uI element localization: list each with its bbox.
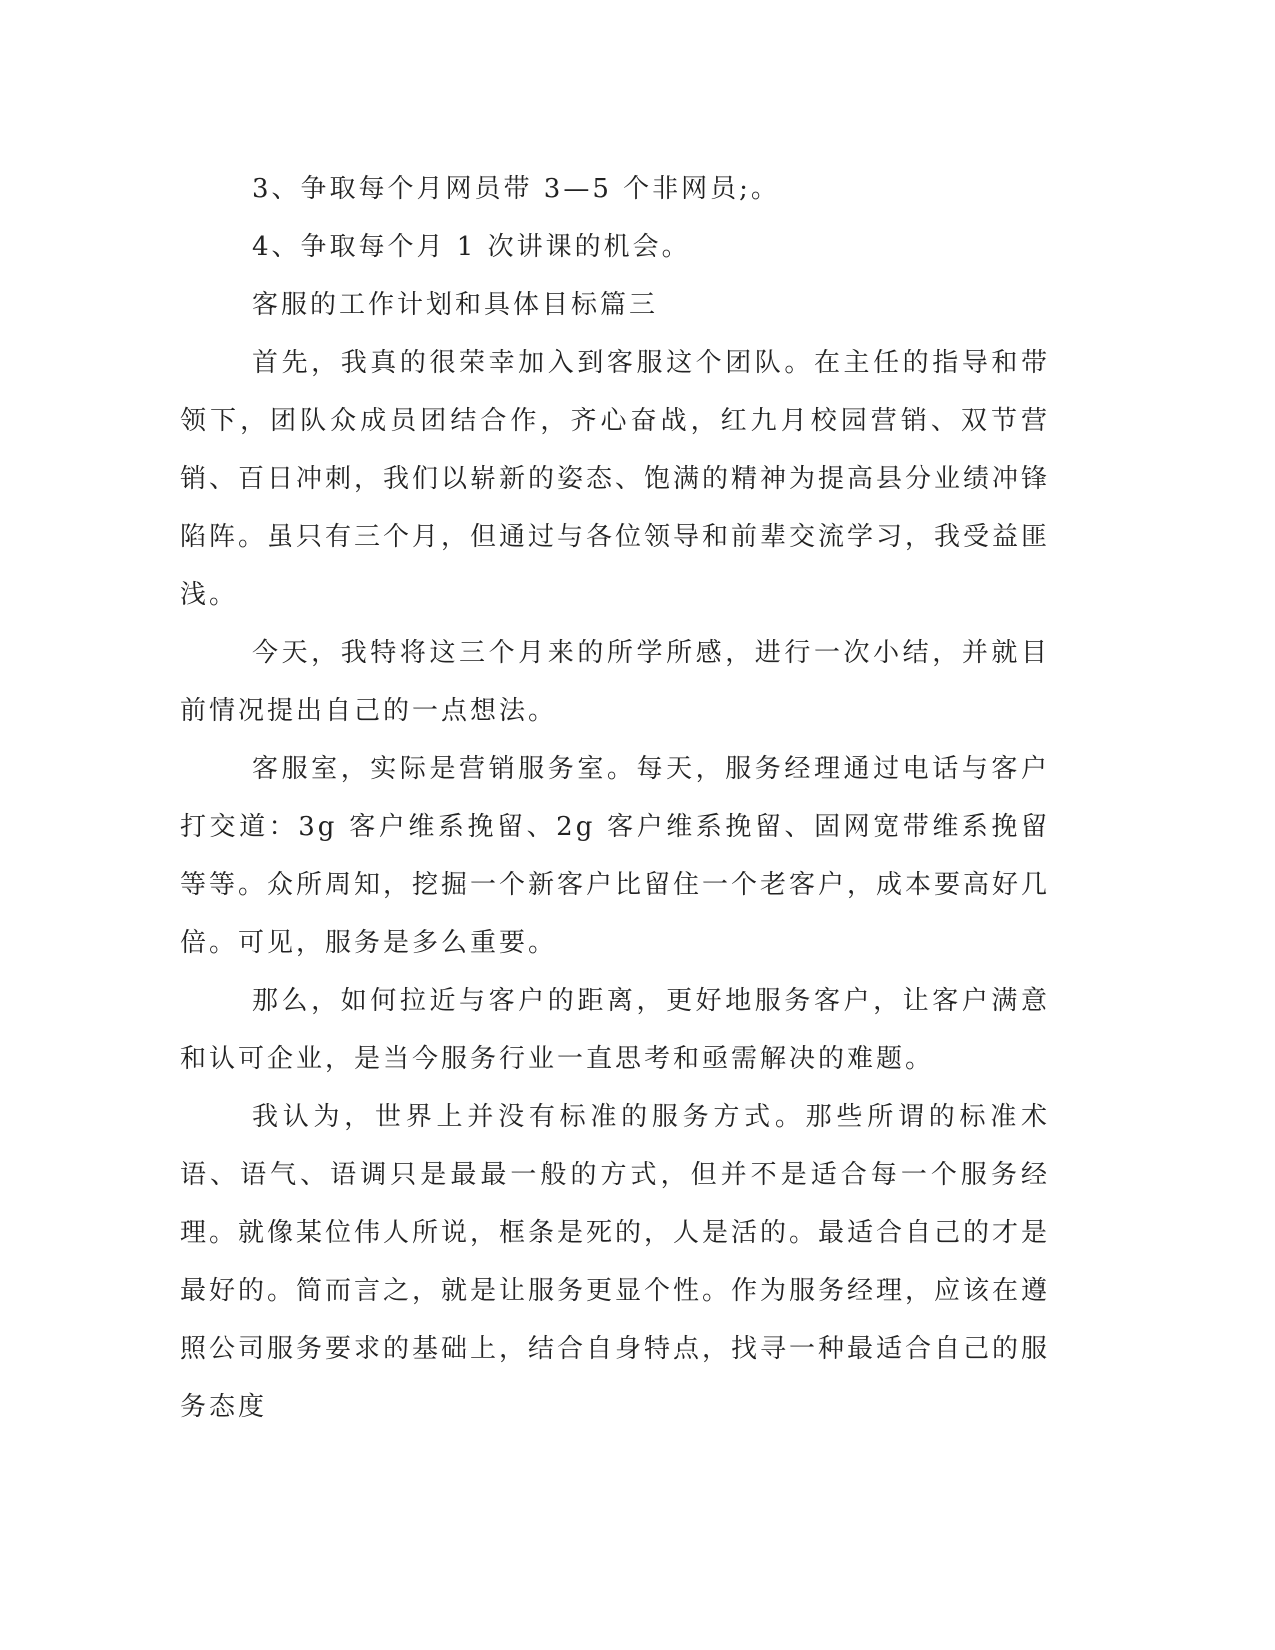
paragraph-opinion: 我认为，世界上并没有标准的服务方式。那些所谓的标准术语、语气、语调只是最最一般的方式，但并不是适合每一个服务经理。就像某位伟人所说，框条是死的，人是活的。最适合自己的才是最好的。简而言之，就是让服务更显个性。作为服务经理，应该在遵照公司服务要求的基础上，结合自身特点，找寻一种最适合自己的服务态度 [180, 1102, 1051, 1422]
paragraph-summary: 今天，我特将这三个月来的所学所感，进行一次小结，并就目前情况提出自己的一点想法。 [180, 638, 1050, 726]
section-heading: 客服的工作计划和具体目标篇三 [252, 290, 659, 320]
paragraph-question: 那么，如何拉近与客户的距离，更好地服务客户，让客户满意和认可企业，是当今服务行业一直思考和亟需解决的难题。 [180, 986, 1050, 1074]
paragraph-intro: 首先，我真的很荣幸加入到客服这个团队。在主任的指导和带领下，团队众成员团结合作，齐心奋战，红九月校园营销、双节营销、百日冲刺，我们以崭新的姿态、饱满的精神为提高县分业绩冲锋陷阵。虽只有三个月，但通过与各位领导和前辈交流学习，我受益匪浅。 [180, 348, 1051, 610]
paragraph-service-room: 客服室，实际是营销服务室。每天，服务经理通过电话与客户打交道：3g 客户维系挽留、2g 客户维系挽留、固网宽带维系挽留等等。众所周知，挖掘一个新客户比留住一个老客户，成本要高好几倍。可见，服务是多么重要。 [180, 754, 1051, 958]
list-item-goal-4: 4、争取每个月 1 次讲课的机会。 [252, 232, 691, 262]
document-body [180, 160, 1050, 1436]
list-item-goal-3: 3、争取每个月网员带 3—5 个非网员;。 [252, 174, 780, 204]
